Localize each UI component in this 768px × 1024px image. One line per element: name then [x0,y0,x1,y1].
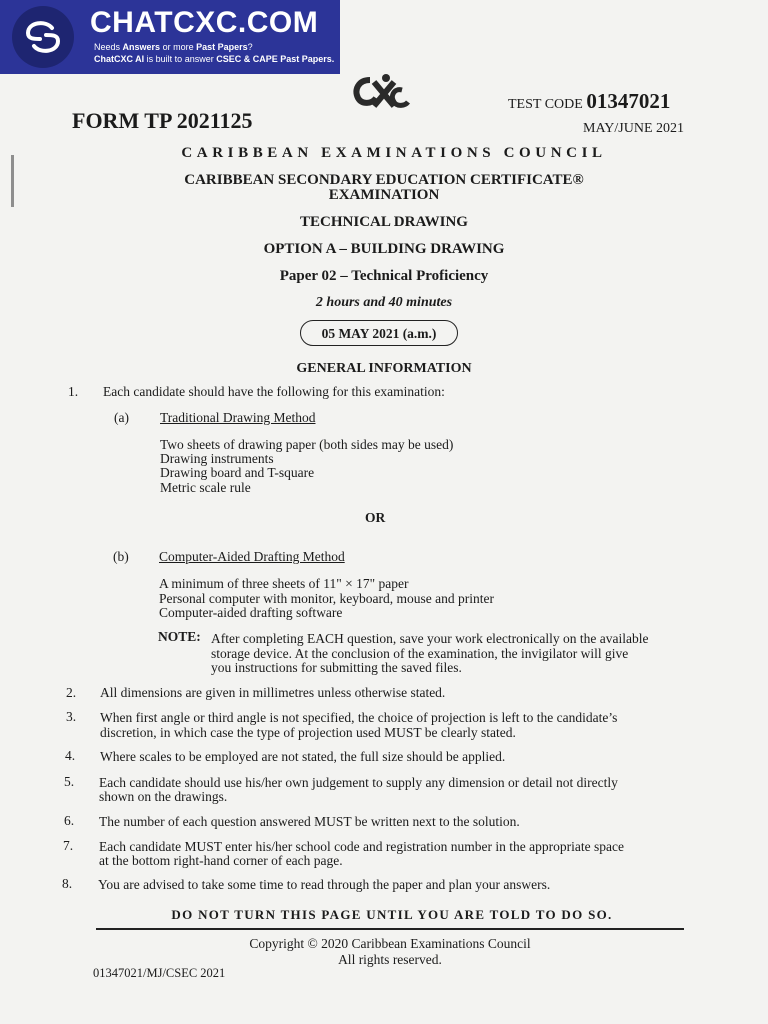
item-number: 6. [64,813,75,828]
cxc-crest-logo-icon [350,72,412,121]
rights-notice: All rights reserved. [338,952,442,967]
note-text-line: you instructions for submitting the saved files. [211,660,462,675]
instruction-2: All dimensions are given in millimetres unless otherwise stated. [100,685,446,700]
option-a-item: Two sheets of drawing paper (both sides may be used) [160,437,454,452]
general-information-heading: GENERAL INFORMATION [296,361,472,376]
instruction-5-line-2: shown on the drawings. [99,789,228,804]
item-number: 7. [63,838,74,853]
option-b-item: Computer-aided drafting software [159,605,343,620]
note-text-line: After completing EACH question, save your work electronically on the available [211,631,649,646]
option-a-item: Drawing instruments [160,451,274,466]
instruction-5-line-1: Each candidate should use his/her own judgement to supply any dimension or detail not directly [99,775,618,790]
examination-title: EXAMINATION [328,187,440,203]
certificate-title: CARIBBEAN SECONDARY EDUCATION CERTIFICATE® [184,172,584,188]
item-number: 3. [66,709,77,724]
chatcxc-banner[interactable] [0,0,340,74]
option-b-item: Personal computer with monitor, keyboard, mouse and printer [159,591,495,606]
paper-code: 01347021/MJ/CSEC 2021 [93,966,226,980]
item-number: 4. [65,748,76,763]
banner-line-2: ChatCXC AI is built to answer CSEC & CAPE Past Papers. [94,54,335,64]
instruction-6: The number of each question answered MUST be written next to the solution. [99,814,520,829]
instruction-4: Where scales to be employed are not stated, the full size should be applied. [100,749,506,764]
note-text-line: storage device. At the conclusion of the examination, the invigilator will give [211,646,629,661]
option-a-item: Metric scale rule [160,480,251,495]
chatcxc-logo-icon [12,6,74,68]
paper-title: Paper 02 – Technical Proficiency [279,268,489,284]
do-not-turn-warning: DO NOT TURN THIS PAGE UNTIL YOU ARE TOLD TO DO SO. [171,907,613,922]
item-number: 2. [66,685,77,700]
instruction-3-line-1: When first angle or third angle is not specified, the choice of projection is left to the candidate’s [100,710,618,725]
item-number: 8. [62,876,73,891]
note-label: NOTE: [158,629,201,644]
exam-session: MAY/JUNE 2021 [583,121,684,136]
form-number: FORM TP 2021125 [72,108,253,133]
option-b-label: (b) [113,549,129,564]
exam-date-badge: 05 MAY 2021 (a.m.) [300,320,458,346]
item-number: 1. [68,384,79,399]
banner-title: CHATCXC.COM [90,6,319,39]
item-number: 5. [64,774,75,789]
instruction-7-line-1: Each candidate MUST enter his/her school code and registration number in the appropriate space [99,839,624,854]
instruction-1: Each candidate should have the following for this examination: [103,384,445,399]
subject-title: TECHNICAL DRAWING [300,214,468,230]
instruction-3-line-2: discretion, in which case the type of projection used MUST be clearly stated. [100,725,516,740]
copyright-notice: Copyright © 2020 Caribbean Examinations Council [249,936,531,951]
option-b-item: A minimum of three sheets of 11" × 17" paper [159,576,409,591]
council-name: CARIBBEAN EXAMINATIONS COUNCIL [181,145,607,161]
option-a-title: Traditional Drawing Method [160,410,316,425]
exam-duration: 2 hours and 40 minutes [315,295,453,310]
instruction-7-line-2: at the bottom right-hand corner of each page. [99,853,343,868]
instruction-8: You are advised to take some time to read through the paper and plan your answers. [98,877,551,892]
option-b-title: Computer-Aided Drafting Method [159,549,345,564]
banner-line-1: Needs Answers or more Past Papers? [94,42,253,52]
option-a-label: (a) [114,410,129,425]
option-title: OPTION A – BUILDING DRAWING [263,241,505,257]
test-code: TEST CODE 01347021 [508,89,671,113]
option-a-item: Drawing board and T-square [160,465,315,480]
divider [96,928,684,930]
or-separator: OR [365,510,386,525]
